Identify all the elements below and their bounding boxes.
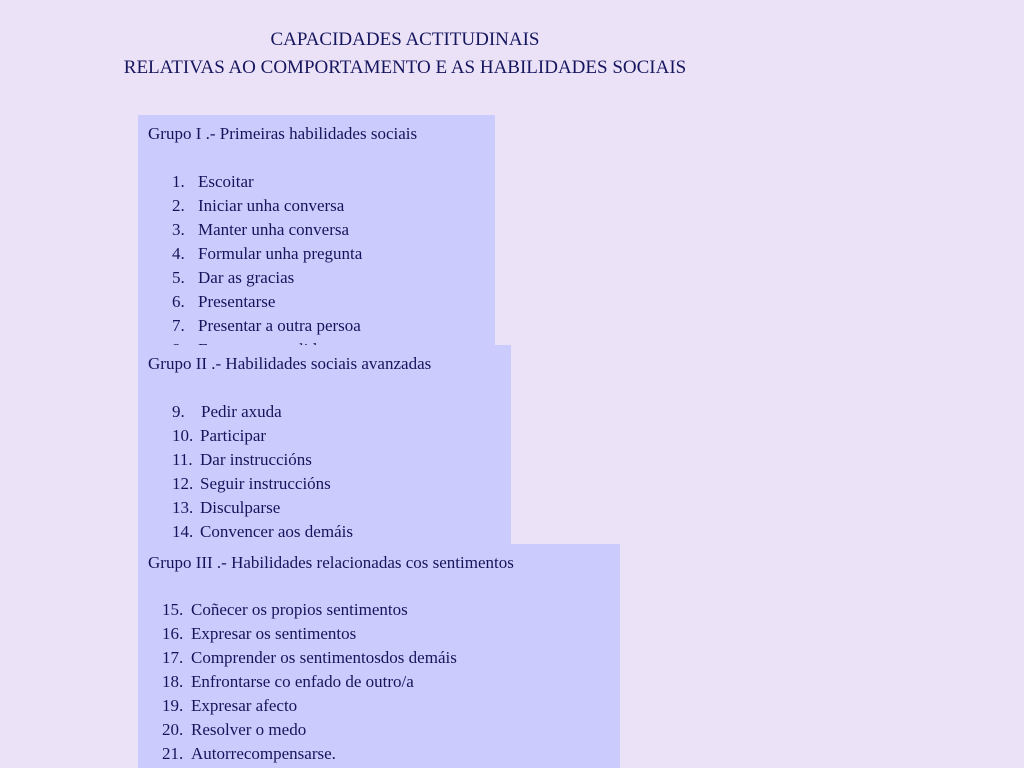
list-item: 6. Presentarse	[172, 292, 276, 311]
list-item: 14. Convencer aos demáis	[172, 522, 353, 541]
list-item: 11. Dar instruccións	[172, 450, 312, 469]
list-item: 4. Formular unha pregunta	[172, 244, 363, 263]
group-2-box	[138, 345, 511, 545]
list-item: 20. Resolver o medo	[162, 720, 307, 739]
list-item: 3. Manter unha conversa	[172, 220, 350, 239]
list-item: 21. Autorrecompensarse.	[162, 744, 336, 763]
page-title-line-2: RELATIVAS AO COMPORTAMENTO E AS HABILIDADES SOCIAIS	[123, 57, 687, 78]
group-1-heading: Grupo I .- Primeiras habilidades sociais	[148, 124, 418, 143]
list-item: 19. Expresar afecto	[162, 696, 298, 715]
list-item: 12. Seguir instruccións	[172, 474, 331, 493]
list-item: 15. Coñecer os propios sentimentos	[162, 600, 408, 619]
group-3-box	[138, 544, 620, 768]
list-item: 16. Expresar os sentimentos	[162, 624, 357, 643]
list-item: 9. Pedir axuda	[172, 402, 282, 421]
group-2-heading: Grupo II .- Habilidades sociais avanzadas	[148, 354, 432, 373]
list-item: 10. Participar	[172, 426, 267, 445]
group-1-box	[138, 115, 495, 348]
list-item: 5. Dar as gracias	[172, 268, 295, 287]
list-item: 7. Presentar a outra persoa	[172, 316, 361, 335]
list-item: 13. Disculparse	[172, 498, 281, 517]
group-3-heading: Grupo III .- Habilidades relacionadas cos sentimentos	[148, 553, 514, 572]
page-title-line-1: CAPACIDADES ACTITUDINAIS	[270, 29, 540, 50]
list-item: 2. Iniciar unha conversa	[172, 196, 345, 215]
list-item: 1. Escoitar	[172, 172, 254, 191]
list-item: 18. Enfrontarse co enfado de outro/a	[162, 672, 414, 691]
list-item: 17. Comprender os sentimentosdos demáis	[162, 648, 457, 667]
